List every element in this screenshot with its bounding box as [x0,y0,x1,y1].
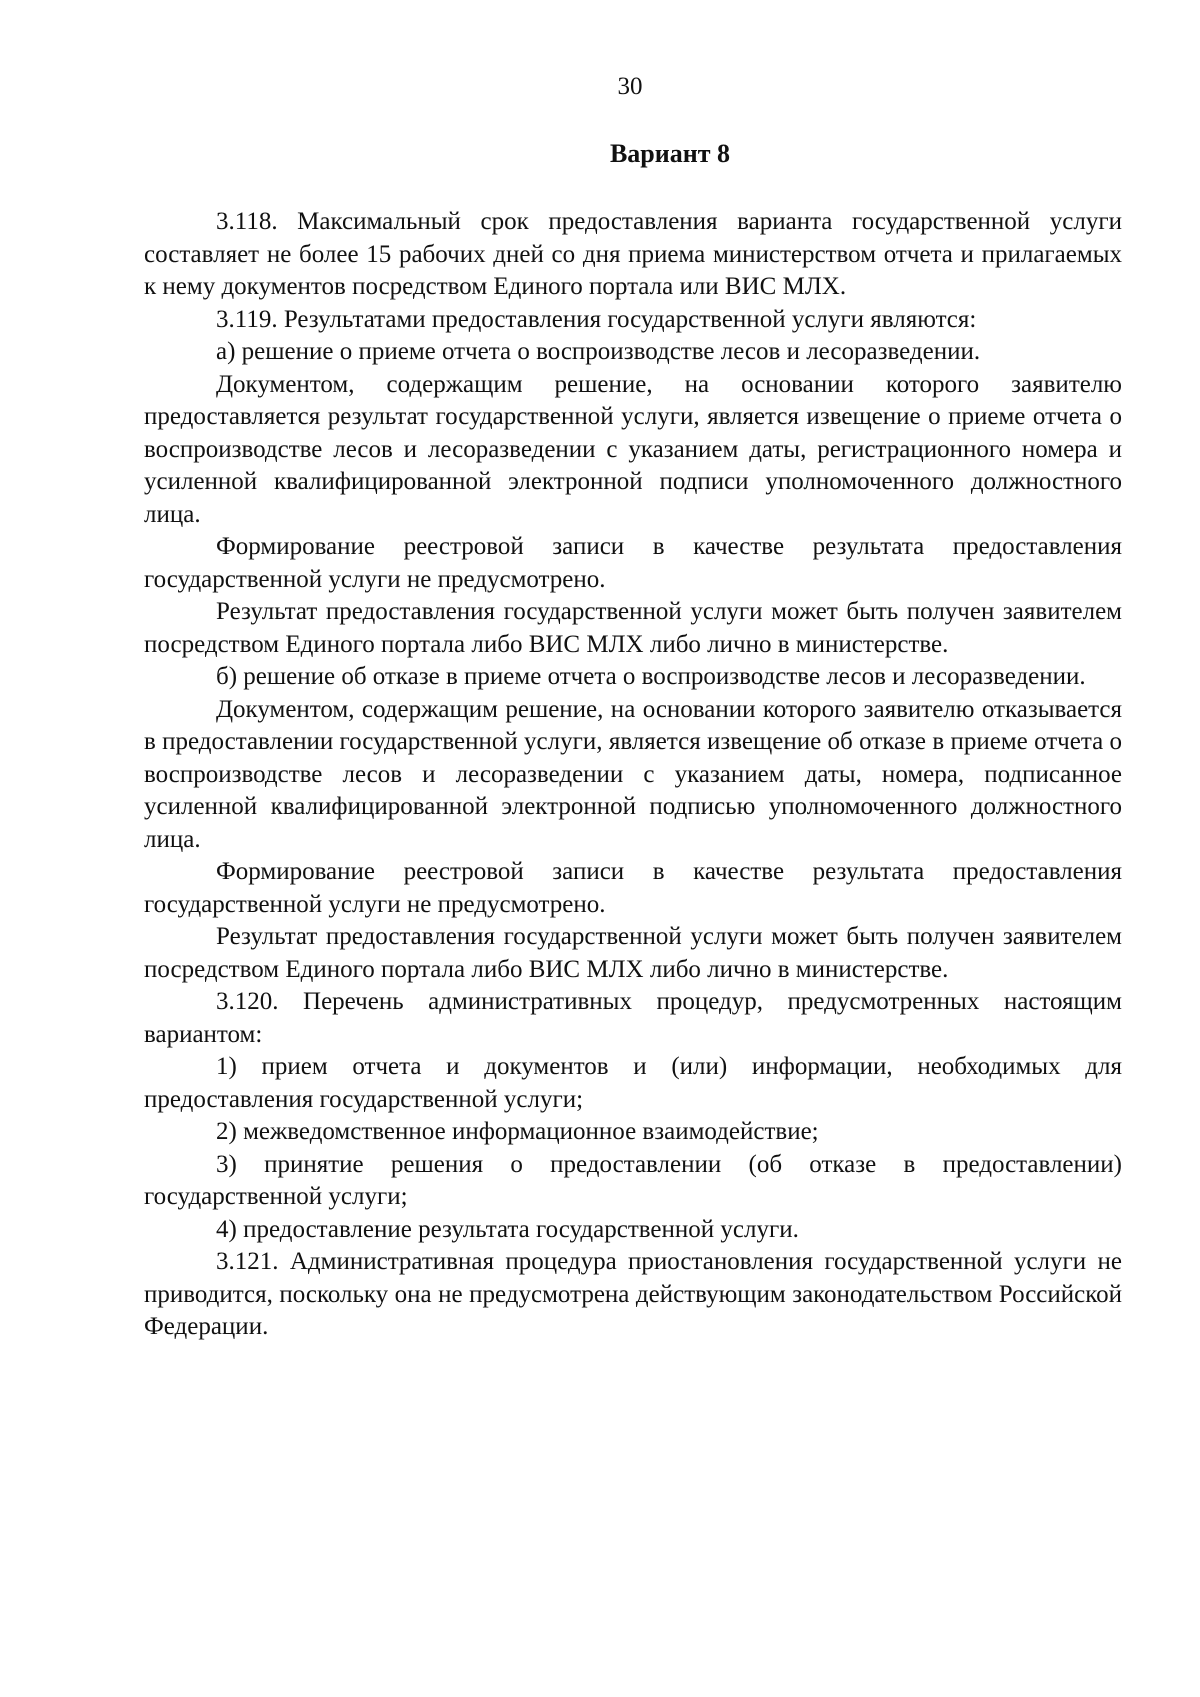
page-number: 30 [617,73,643,100]
paragraph-result-a: а) решение о приеме отчета о воспроизводстве лесов и лесоразведении. [216,338,981,365]
paragraph-document-a: Документом, содержащим решение, на основании которого заявителю предоставляется результат государственной услуги, является извещение о приеме отчета о воспроизводстве лесов и лесоразведении с указанием даты, регистрационного номера и усиленной квалифицированной электронной подписи уполномоченного должностного лица. [144,370,1122,528]
paragraph-3-121: 3.121. Административная процедура приостановления государственной услуги не приводится, поскольку она не предусмотрена действующим законодательством Российской Федерации. [144,1248,1122,1340]
list-item-1: 1) прием отчета и документов и (или) информации, необходимых для предоставления государственной услуги; [144,1053,1122,1113]
paragraph-registry-a: Формирование реестровой записи в качестве результата предоставления государственной услуги не предусмотрено. [144,533,1122,593]
paragraph-receipt-b: Результат предоставления государственной услуги может быть получен заявителем посредством Единого портала либо ВИС МЛХ либо лично в министерстве. [144,923,1122,983]
paragraph-3-119: 3.119. Результатами предоставления государственной услуги являются: [216,305,977,333]
list-item-2: 2) межведомственное информационное взаимодействие; [216,1118,819,1145]
paragraph-3-120: 3.120. Перечень административных процедур, предусмотренных настоящим вариантом: [144,988,1122,1048]
paragraph-document-b: Документом, содержащим решение, на основании которого заявителю отказывается в предоставлении государственной услуги, является извещение об отказе в приеме отчета о воспроизводстве лесов и лесоразведении с указанием даты, номера, подписанное усиленной квалифицированной электронной подписью уполномоченного должностного лица. [144,695,1122,853]
body-text [144,206,1122,1344]
paragraph-registry-b: Формирование реестровой записи в качестве результата предоставления государственной услуги не предусмотрено. [144,858,1122,918]
list-item-4: 4) предоставление результата государственной услуги. [216,1215,799,1243]
paragraph-result-b: б) решение об отказе в приеме отчета о воспроизводстве лесов и лесоразведении. [216,663,1086,690]
paragraph-receipt-a: Результат предоставления государственной услуги может быть получен заявителем посредством Единого портала либо ВИС МЛХ либо лично в министерстве. [144,598,1122,658]
list-item-3: 3) принятие решения о предоставлении (об отказе в предоставлении) государственной услуги; [144,1150,1122,1210]
section-heading: Вариант 8 [609,139,731,168]
paragraph-3-118: 3.118. Максимальный срок предоставления варианта государственной услуги составляет не более 15 рабочих дней со дня приема министерством отчета и прилагаемых к нему документов посредством Единого портала или ВИС МЛХ. [144,208,1122,300]
